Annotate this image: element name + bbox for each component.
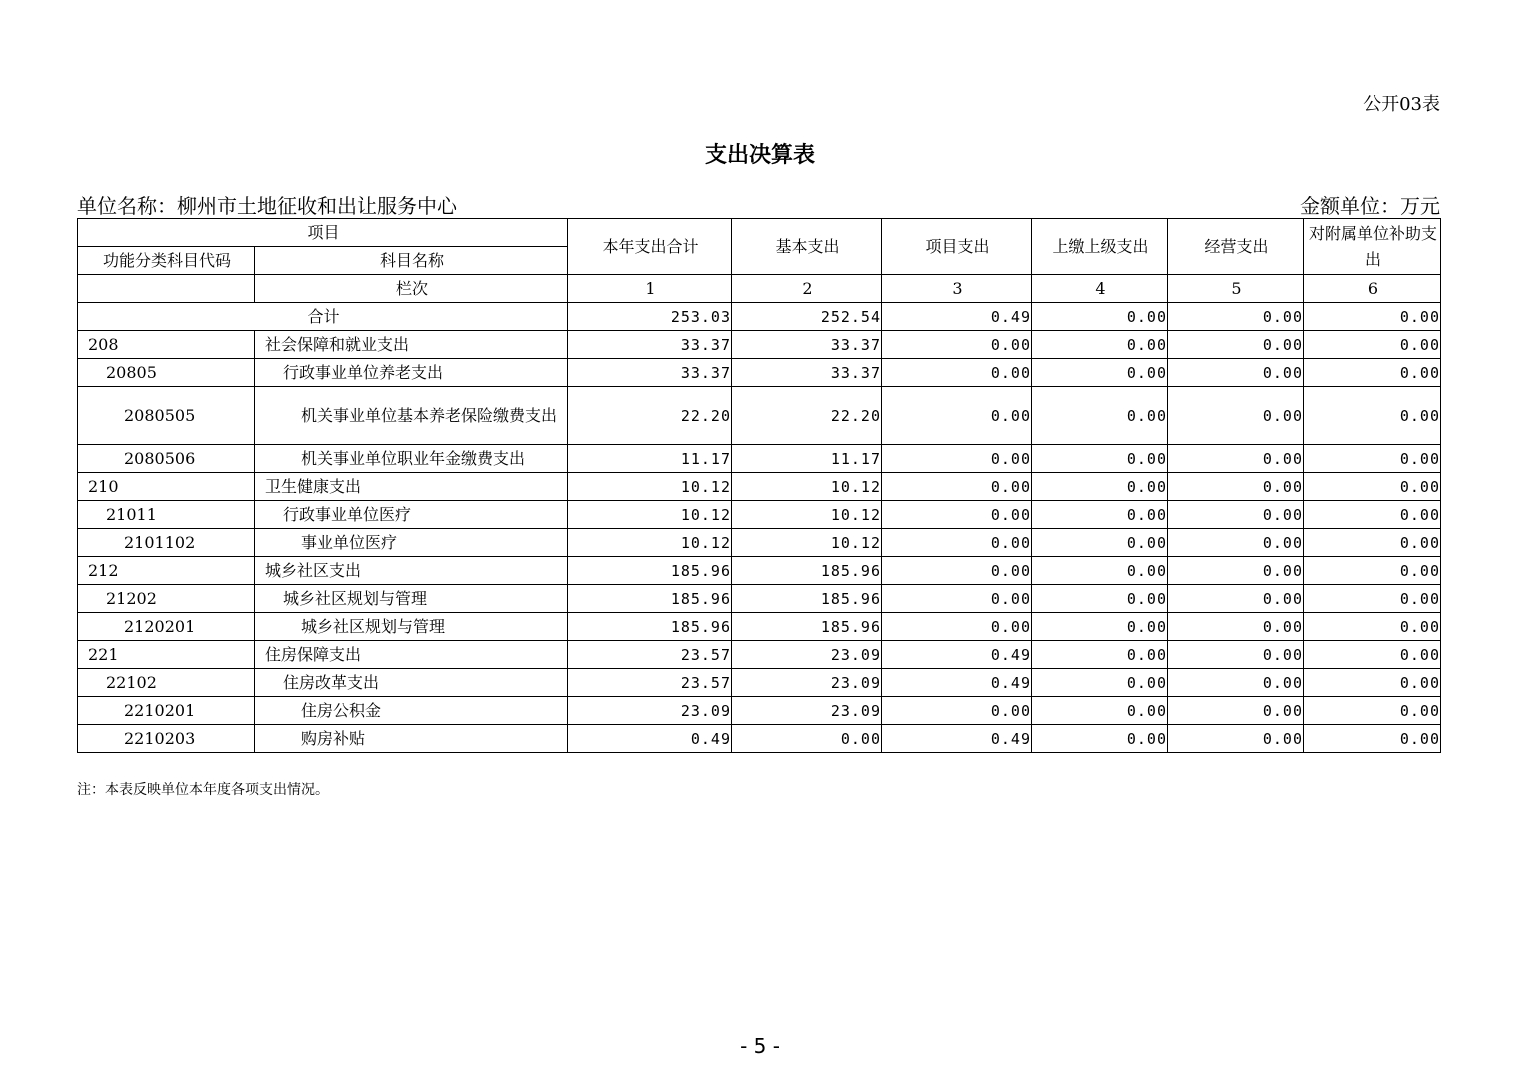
row-value: 0.00 — [1168, 473, 1304, 501]
row-value: 10.12 — [568, 529, 732, 557]
unit-name: 单位名称：柳州市土地征收和出让服务中心 — [77, 194, 457, 218]
table-row — [78, 641, 1441, 669]
row-code: 2080505 — [78, 387, 255, 445]
header-basic: 基本支出 — [732, 219, 882, 275]
expenditure-table — [77, 218, 1441, 753]
header-business: 经营支出 — [1168, 219, 1304, 275]
row-name: 机关事业单位职业年金缴费支出 — [255, 445, 568, 473]
row-value: 0.00 — [1168, 387, 1304, 445]
row-value: 0.00 — [1168, 359, 1304, 387]
row-value: 0.00 — [1168, 669, 1304, 697]
row-value: 33.37 — [732, 331, 882, 359]
row-value: 0.00 — [882, 331, 1032, 359]
row-name: 城乡社区规划与管理 — [255, 585, 568, 613]
row-value: 185.96 — [732, 557, 882, 585]
row-value: 0.00 — [1168, 445, 1304, 473]
row-value: 23.57 — [568, 669, 732, 697]
table-row — [78, 359, 1441, 387]
header-code: 功能分类科目代码 — [78, 247, 255, 275]
row-value: 0.00 — [1032, 585, 1168, 613]
row-value: 0.00 — [1304, 725, 1441, 753]
row-value: 0.00 — [882, 585, 1032, 613]
header-upper: 上缴上级支出 — [1032, 219, 1168, 275]
row-value: 22.20 — [732, 387, 882, 445]
row-value: 33.37 — [732, 359, 882, 387]
row-value: 0.00 — [1168, 585, 1304, 613]
row-value: 0.00 — [1168, 641, 1304, 669]
row-value: 0.00 — [1168, 613, 1304, 641]
total-value: 0.49 — [882, 303, 1032, 331]
row-value: 0.00 — [1168, 557, 1304, 585]
row-value: 10.12 — [568, 473, 732, 501]
table-row — [78, 585, 1441, 613]
total-value: 0.00 — [1032, 303, 1168, 331]
row-code: 210 — [78, 473, 255, 501]
table-row — [78, 697, 1441, 725]
row-name: 行政事业单位医疗 — [255, 501, 568, 529]
row-code: 2120201 — [78, 613, 255, 641]
row-value: 0.00 — [1304, 641, 1441, 669]
row-value: 0.00 — [1304, 445, 1441, 473]
header-item: 项目 — [78, 219, 568, 247]
row-value: 0.00 — [1032, 473, 1168, 501]
row-value: 33.37 — [568, 359, 732, 387]
row-value: 0.49 — [882, 641, 1032, 669]
row-name: 机关事业单位基本养老保险缴费支出 — [255, 387, 568, 445]
row-value: 0.00 — [882, 697, 1032, 725]
row-value: 185.96 — [732, 585, 882, 613]
row-value: 0.00 — [1032, 387, 1168, 445]
table-note: 注：本表反映单位本年度各项支出情况。 — [77, 782, 329, 798]
row-value: 0.00 — [1032, 445, 1168, 473]
header-name: 科目名称 — [255, 247, 568, 275]
total-label: 合计 — [78, 303, 568, 331]
row-value: 0.00 — [1304, 697, 1441, 725]
table-row — [78, 557, 1441, 585]
table-row — [78, 501, 1441, 529]
row-value: 0.00 — [1032, 331, 1168, 359]
row-value: 0.00 — [882, 473, 1032, 501]
row-value: 0.00 — [1032, 529, 1168, 557]
header-project: 项目支出 — [882, 219, 1032, 275]
row-name: 行政事业单位养老支出 — [255, 359, 568, 387]
table-row — [78, 331, 1441, 359]
row-name: 城乡社区支出 — [255, 557, 568, 585]
row-value: 0.00 — [882, 501, 1032, 529]
row-name: 城乡社区规划与管理 — [255, 613, 568, 641]
header-total: 本年支出合计 — [568, 219, 732, 275]
header-blank — [78, 275, 255, 303]
amount-unit: 金额单位：万元 — [1300, 194, 1440, 218]
row-code: 20805 — [78, 359, 255, 387]
header-lanci: 栏次 — [255, 275, 568, 303]
row-value: 185.96 — [568, 613, 732, 641]
row-value: 0.49 — [882, 669, 1032, 697]
row-value: 0.00 — [882, 445, 1032, 473]
row-value: 0.00 — [1304, 387, 1441, 445]
row-name: 住房改革支出 — [255, 669, 568, 697]
row-value: 0.00 — [1032, 697, 1168, 725]
row-value: 11.17 — [732, 445, 882, 473]
row-value: 0.00 — [1304, 331, 1441, 359]
col-number: 5 — [1168, 275, 1304, 303]
row-value: 0.00 — [1304, 473, 1441, 501]
row-code: 21202 — [78, 585, 255, 613]
col-number: 1 — [568, 275, 732, 303]
row-value: 0.00 — [1168, 725, 1304, 753]
row-value: 0.00 — [882, 359, 1032, 387]
row-name: 购房补贴 — [255, 725, 568, 753]
col-number: 6 — [1304, 275, 1441, 303]
row-value: 0.00 — [1032, 501, 1168, 529]
row-code: 2210203 — [78, 725, 255, 753]
row-code: 21011 — [78, 501, 255, 529]
row-value: 23.09 — [732, 697, 882, 725]
row-name: 住房保障支出 — [255, 641, 568, 669]
row-name: 卫生健康支出 — [255, 473, 568, 501]
row-value: 0.49 — [882, 725, 1032, 753]
row-value: 0.00 — [1032, 641, 1168, 669]
row-value: 11.17 — [568, 445, 732, 473]
col-number: 4 — [1032, 275, 1168, 303]
total-value: 0.00 — [1304, 303, 1441, 331]
row-value: 23.09 — [568, 697, 732, 725]
row-value: 0.49 — [568, 725, 732, 753]
row-name: 事业单位医疗 — [255, 529, 568, 557]
row-value: 10.12 — [732, 529, 882, 557]
row-value: 0.00 — [882, 613, 1032, 641]
row-code: 2080506 — [78, 445, 255, 473]
row-code: 2210201 — [78, 697, 255, 725]
row-value: 185.96 — [568, 557, 732, 585]
row-value: 0.00 — [1168, 529, 1304, 557]
row-value: 0.00 — [882, 557, 1032, 585]
page-number: - 5 - — [740, 1034, 780, 1058]
row-name: 社会保障和就业支出 — [255, 331, 568, 359]
row-value: 0.00 — [1304, 669, 1441, 697]
row-code: 22102 — [78, 669, 255, 697]
table-row — [78, 613, 1441, 641]
row-value: 0.00 — [1168, 501, 1304, 529]
table-row — [78, 725, 1441, 753]
row-value: 22.20 — [568, 387, 732, 445]
row-value: 0.00 — [882, 529, 1032, 557]
row-value: 0.00 — [882, 387, 1032, 445]
page-title: 支出决算表 — [704, 143, 815, 168]
row-value: 0.00 — [1032, 613, 1168, 641]
table-row — [78, 669, 1441, 697]
table-row — [78, 445, 1441, 473]
row-value: 10.12 — [732, 473, 882, 501]
col-number: 3 — [882, 275, 1032, 303]
row-value: 23.09 — [732, 669, 882, 697]
row-value: 0.00 — [1032, 557, 1168, 585]
header-subsidy: 对附属单位补助支出 — [1304, 219, 1441, 275]
table-row — [78, 473, 1441, 501]
row-value: 0.00 — [1304, 501, 1441, 529]
col-number: 2 — [732, 275, 882, 303]
row-value: 185.96 — [568, 585, 732, 613]
total-row — [78, 303, 1441, 331]
total-value: 253.03 — [568, 303, 732, 331]
row-name: 住房公积金 — [255, 697, 568, 725]
row-value: 23.09 — [732, 641, 882, 669]
row-value: 185.96 — [732, 613, 882, 641]
total-value: 0.00 — [1168, 303, 1304, 331]
row-value: 0.00 — [1304, 529, 1441, 557]
form-code: 公开03表 — [1363, 94, 1440, 115]
row-code: 212 — [78, 557, 255, 585]
row-value: 0.00 — [1304, 557, 1441, 585]
row-value: 0.00 — [1032, 669, 1168, 697]
row-value: 0.00 — [1304, 359, 1441, 387]
row-value: 0.00 — [1304, 613, 1441, 641]
row-value: 23.57 — [568, 641, 732, 669]
row-value: 0.00 — [1032, 725, 1168, 753]
row-value: 33.37 — [568, 331, 732, 359]
row-code: 221 — [78, 641, 255, 669]
table-row — [78, 529, 1441, 557]
row-code: 208 — [78, 331, 255, 359]
row-value: 0.00 — [1032, 359, 1168, 387]
row-value: 10.12 — [732, 501, 882, 529]
row-code: 2101102 — [78, 529, 255, 557]
row-value: 10.12 — [568, 501, 732, 529]
row-value: 0.00 — [1304, 585, 1441, 613]
row-value: 0.00 — [732, 725, 882, 753]
row-value: 0.00 — [1168, 331, 1304, 359]
total-value: 252.54 — [732, 303, 882, 331]
row-value: 0.00 — [1168, 697, 1304, 725]
table-row — [78, 387, 1441, 445]
